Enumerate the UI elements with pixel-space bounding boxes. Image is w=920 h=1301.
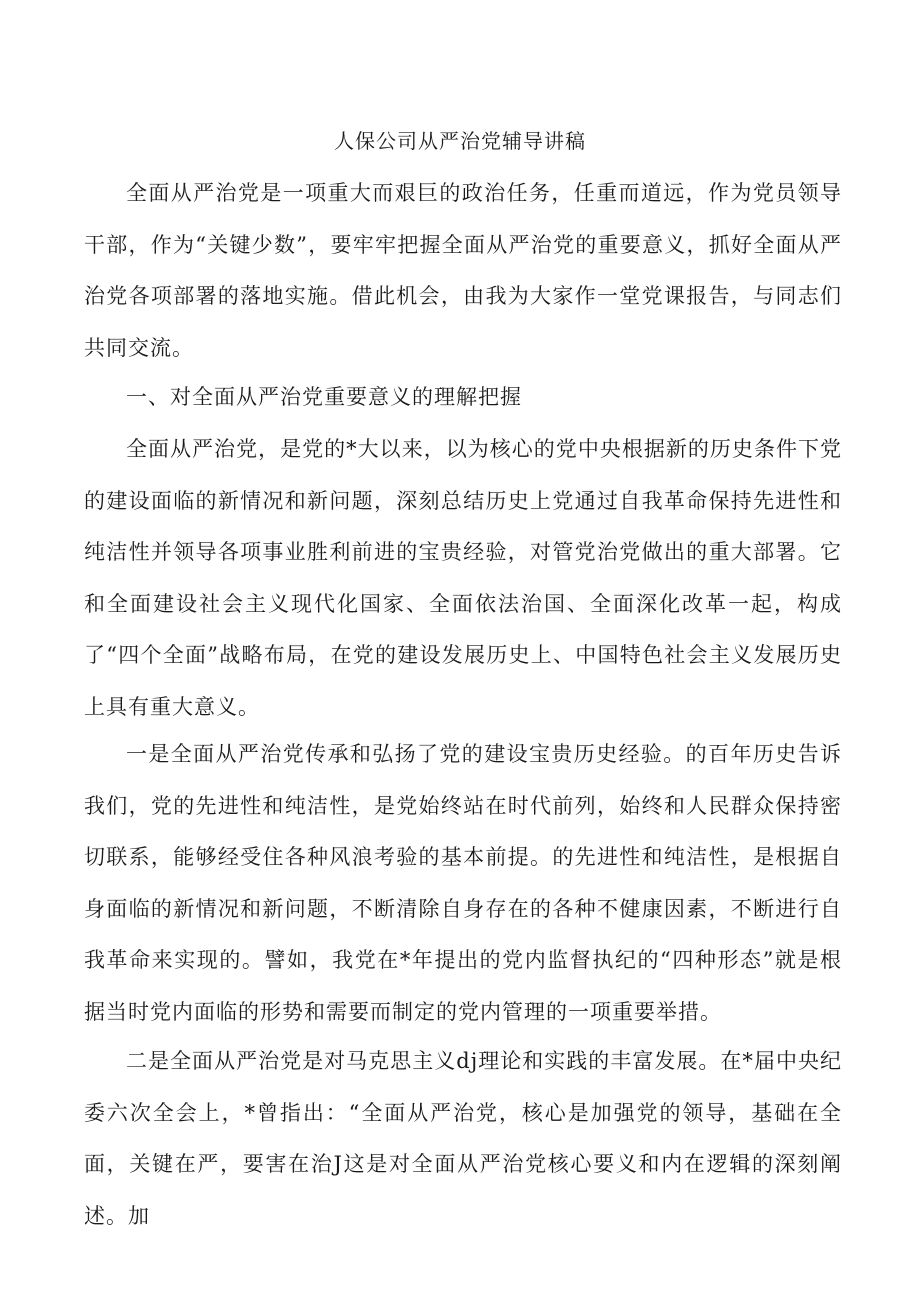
section-heading-1: 一、对全面从严治党重要意义的理解把握 xyxy=(126,385,522,409)
paragraph-point-2: 二是全面从严治党是对马克思主义dj理论和实践的丰富发展。在*届中央纪委六次全会上，*曾指出：“全面从严治党，核心是加强党的领导，基础在全面，关键在严，要害在治J这是对全面从严治党核心要义和内在逻辑的深刻阐述。加 xyxy=(84,1049,842,1228)
paragraph-section-1: 全面从严治党，是党的*大以来，以为核心的党中央根据新的历史条件下党的建设面临的新情况和新问题，深刻总结历史上党通过自我革命保持先进性和纯洁性并领导各项事业胜利前进的宝贵经验，对管党治党做出的重大部署。它和全面建设社会主义现代化国家、全面依法治国、全面深化改革一起，构成了“四个全面”战略布局，在党的建设发展历史上、中国特色社会主义发展历史上具有重大意义。 xyxy=(84,437,842,719)
paragraph-intro: 全面从严治党是一项重大而艰巨的政治任务，任重而道远，作为党员领导干部，作为“关键少数”，要牢牢把握全面从严治党的重要意义，抓好全面从严治党各项部署的落地实施。借此机会，由我为大家作一堂党课报告，与同志们共同交流。 xyxy=(84,181,842,360)
document-title: 人保公司从严治党辅导讲稿 xyxy=(334,129,586,153)
paragraph-point-1: 一是全面从严治党传承和弘扬了党的建设宝贵历史经验。的百年历史告诉我们，党的先进性和纯洁性，是党始终站在时代前列，始终和人民群众保持密切联系，能够经受住各种风浪考验的基本前提。的先进性和纯洁性，是根据自身面临的新情况和新问题，不断清除自身存在的各种不健康因素，不断进行自我革命来实现的。譬如，我党在*年提出的党内监督执纪的“四种形态”就是根据当时党内面临的形势和需要而制定的党内管理的一项重要举措。 xyxy=(84,742,842,1024)
